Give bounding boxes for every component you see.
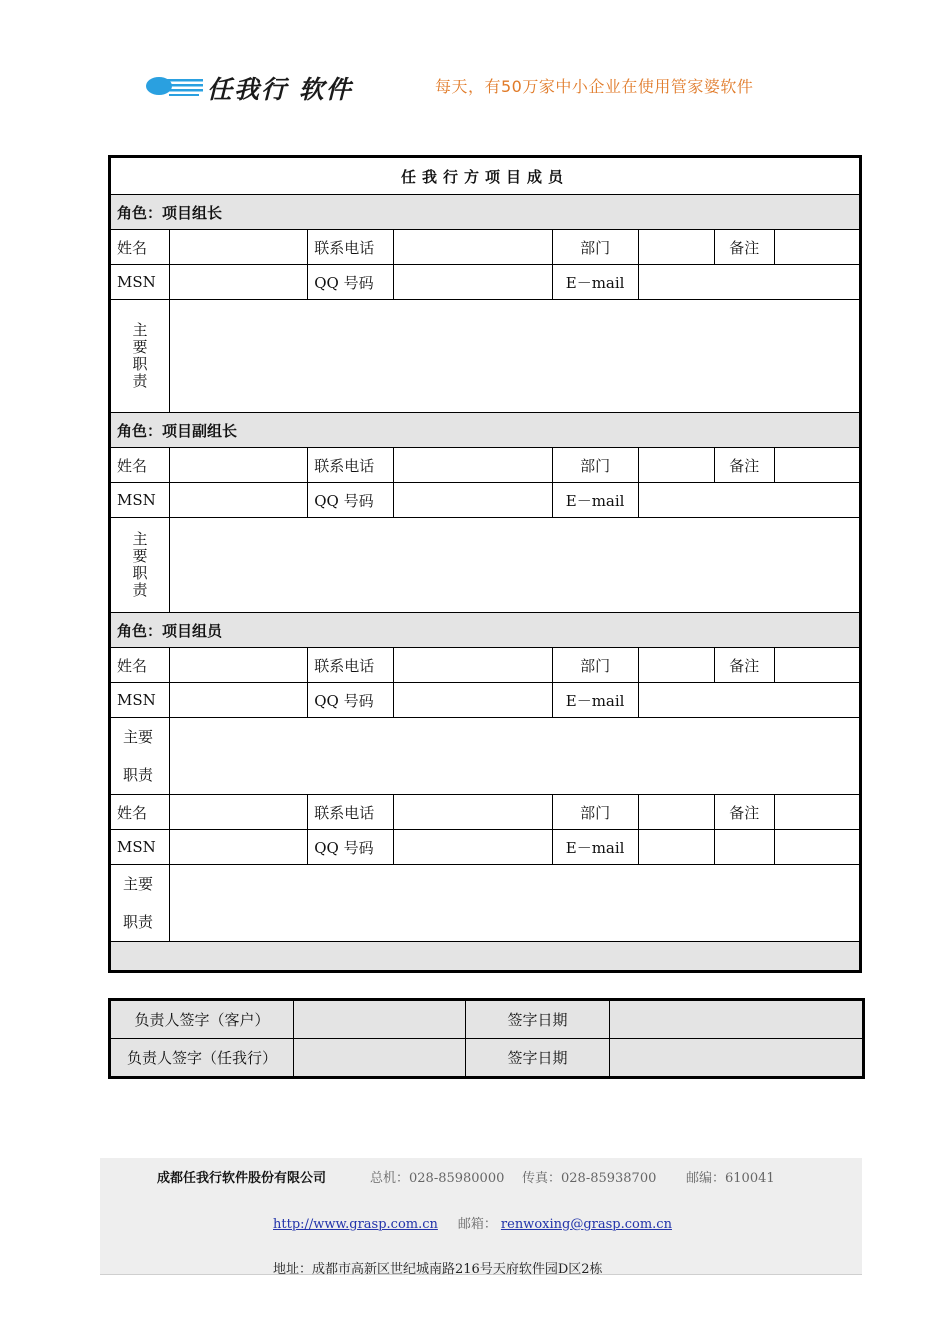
footer-fax: 传真：028-85938700	[522, 1171, 657, 1186]
duty-field[interactable]	[170, 300, 861, 413]
customer-sign-label: 负责人签字（客户）	[110, 1000, 294, 1039]
table-row	[110, 718, 861, 795]
email-label: E－mail	[552, 265, 638, 300]
phone-field[interactable]	[394, 648, 552, 683]
name-field[interactable]	[170, 648, 308, 683]
msn-label: MSN	[110, 683, 170, 718]
remark-field[interactable]	[774, 230, 860, 265]
email-field[interactable]	[638, 830, 714, 865]
msn-label: MSN	[110, 483, 170, 518]
name-label: 姓名	[110, 648, 170, 683]
table-title: 任我行方项目成员	[110, 157, 861, 195]
company-logo	[145, 68, 405, 104]
dept-label: 部门	[552, 448, 638, 483]
name-label: 姓名	[110, 448, 170, 483]
qq-label: QQ 号码	[308, 683, 394, 718]
table-row	[110, 448, 861, 483]
email-field[interactable]	[638, 683, 860, 718]
dept-field[interactable]	[638, 230, 714, 265]
name-field[interactable]	[170, 448, 308, 483]
phone-field[interactable]	[394, 448, 552, 483]
footer-tel: 总机：028-85980000	[370, 1171, 505, 1186]
table-row	[110, 830, 861, 865]
logo-text: 任我行 软件	[207, 75, 353, 104]
qq-field[interactable]	[394, 830, 552, 865]
qq-label: QQ 号码	[308, 265, 394, 300]
remark-field[interactable]	[774, 648, 860, 683]
msn-label: MSN	[110, 830, 170, 865]
logo-swoosh-icon	[145, 74, 207, 98]
duty-field[interactable]	[170, 518, 861, 613]
table-row	[110, 230, 861, 265]
email-label: E－mail	[552, 830, 638, 865]
dept-field[interactable]	[638, 448, 714, 483]
role-member: 角色：项目组员	[110, 613, 861, 648]
role-deputy: 角色：项目副组长	[110, 413, 861, 448]
signature-table	[108, 998, 865, 1079]
msn-field[interactable]	[170, 683, 308, 718]
table-row	[110, 300, 861, 413]
phone-field[interactable]	[394, 795, 552, 830]
qq-label: QQ 号码	[308, 830, 394, 865]
msn-field[interactable]	[170, 830, 308, 865]
qq-field[interactable]	[394, 483, 552, 518]
table-row	[110, 795, 861, 830]
qq-field[interactable]	[394, 265, 552, 300]
phone-label: 联系电话	[308, 448, 394, 483]
extra-field[interactable]	[774, 830, 860, 865]
table-row	[110, 265, 861, 300]
email-label: E－mail	[552, 683, 638, 718]
company-sign-field[interactable]	[294, 1039, 466, 1078]
qq-label: QQ 号码	[308, 483, 394, 518]
name-field[interactable]	[170, 230, 308, 265]
mail-label: 邮箱：	[457, 1217, 497, 1232]
remark-label: 备注	[714, 795, 774, 830]
email-field[interactable]	[638, 483, 860, 518]
phone-field[interactable]	[394, 230, 552, 265]
dept-field[interactable]	[638, 648, 714, 683]
remark-field[interactable]	[774, 795, 860, 830]
remark-field[interactable]	[774, 448, 860, 483]
dept-label: 部门	[552, 795, 638, 830]
phone-label: 联系电话	[308, 648, 394, 683]
dept-field[interactable]	[638, 795, 714, 830]
phone-label: 联系电话	[308, 795, 394, 830]
company-date-field[interactable]	[610, 1039, 864, 1078]
project-member-table	[108, 155, 862, 973]
remark-label: 备注	[714, 230, 774, 265]
dept-label: 部门	[552, 230, 638, 265]
extra-field[interactable]	[714, 830, 774, 865]
table-row	[110, 483, 861, 518]
sign-date-label: 签字日期	[466, 1000, 610, 1039]
phone-label: 联系电话	[308, 230, 394, 265]
msn-field[interactable]	[170, 483, 308, 518]
name-label: 姓名	[110, 230, 170, 265]
company-sign-label: 负责人签字（任我行）	[110, 1039, 294, 1078]
sign-date-label: 签字日期	[466, 1039, 610, 1078]
table-row	[110, 518, 861, 613]
page-footer	[100, 1158, 862, 1275]
footer-address: 地址：成都市高新区世纪城南路216号天府软件园D区2栋	[273, 1262, 603, 1277]
duty-label: 主要 职责	[110, 865, 170, 942]
msn-label: MSN	[110, 265, 170, 300]
table-footer-row	[110, 942, 861, 972]
remark-label: 备注	[714, 648, 774, 683]
duty-field[interactable]	[170, 865, 861, 942]
qq-field[interactable]	[394, 683, 552, 718]
table-row	[110, 683, 861, 718]
remark-label: 备注	[714, 448, 774, 483]
footer-company: 成都任我行软件股份有限公司	[157, 1171, 327, 1186]
email-field[interactable]	[638, 265, 860, 300]
duty-label: 主要 职责	[110, 718, 170, 795]
duty-label: 主 要 职 责	[110, 300, 170, 413]
table-row	[110, 865, 861, 942]
slogan: 每天，有50万家中小企业在使用管家婆软件	[435, 77, 754, 96]
msn-field[interactable]	[170, 265, 308, 300]
email-label: E－mail	[552, 483, 638, 518]
footer-zip: 邮编：610041	[686, 1171, 775, 1186]
table-row	[110, 1000, 864, 1039]
table-row	[110, 648, 861, 683]
name-field[interactable]	[170, 795, 308, 830]
customer-sign-field[interactable]	[294, 1000, 466, 1039]
duty-field[interactable]	[170, 718, 861, 795]
customer-date-field[interactable]	[610, 1000, 864, 1039]
duty-label: 主 要 职 责	[110, 518, 170, 613]
page-header	[0, 0, 950, 130]
website-link[interactable]: http://www.grasp.com.cn	[273, 1217, 438, 1232]
name-label: 姓名	[110, 795, 170, 830]
table-row	[110, 1039, 864, 1078]
dept-label: 部门	[552, 648, 638, 683]
email-link[interactable]: renwoxing@grasp.com.cn	[500, 1217, 672, 1232]
role-leader: 角色：项目组长	[110, 195, 861, 230]
